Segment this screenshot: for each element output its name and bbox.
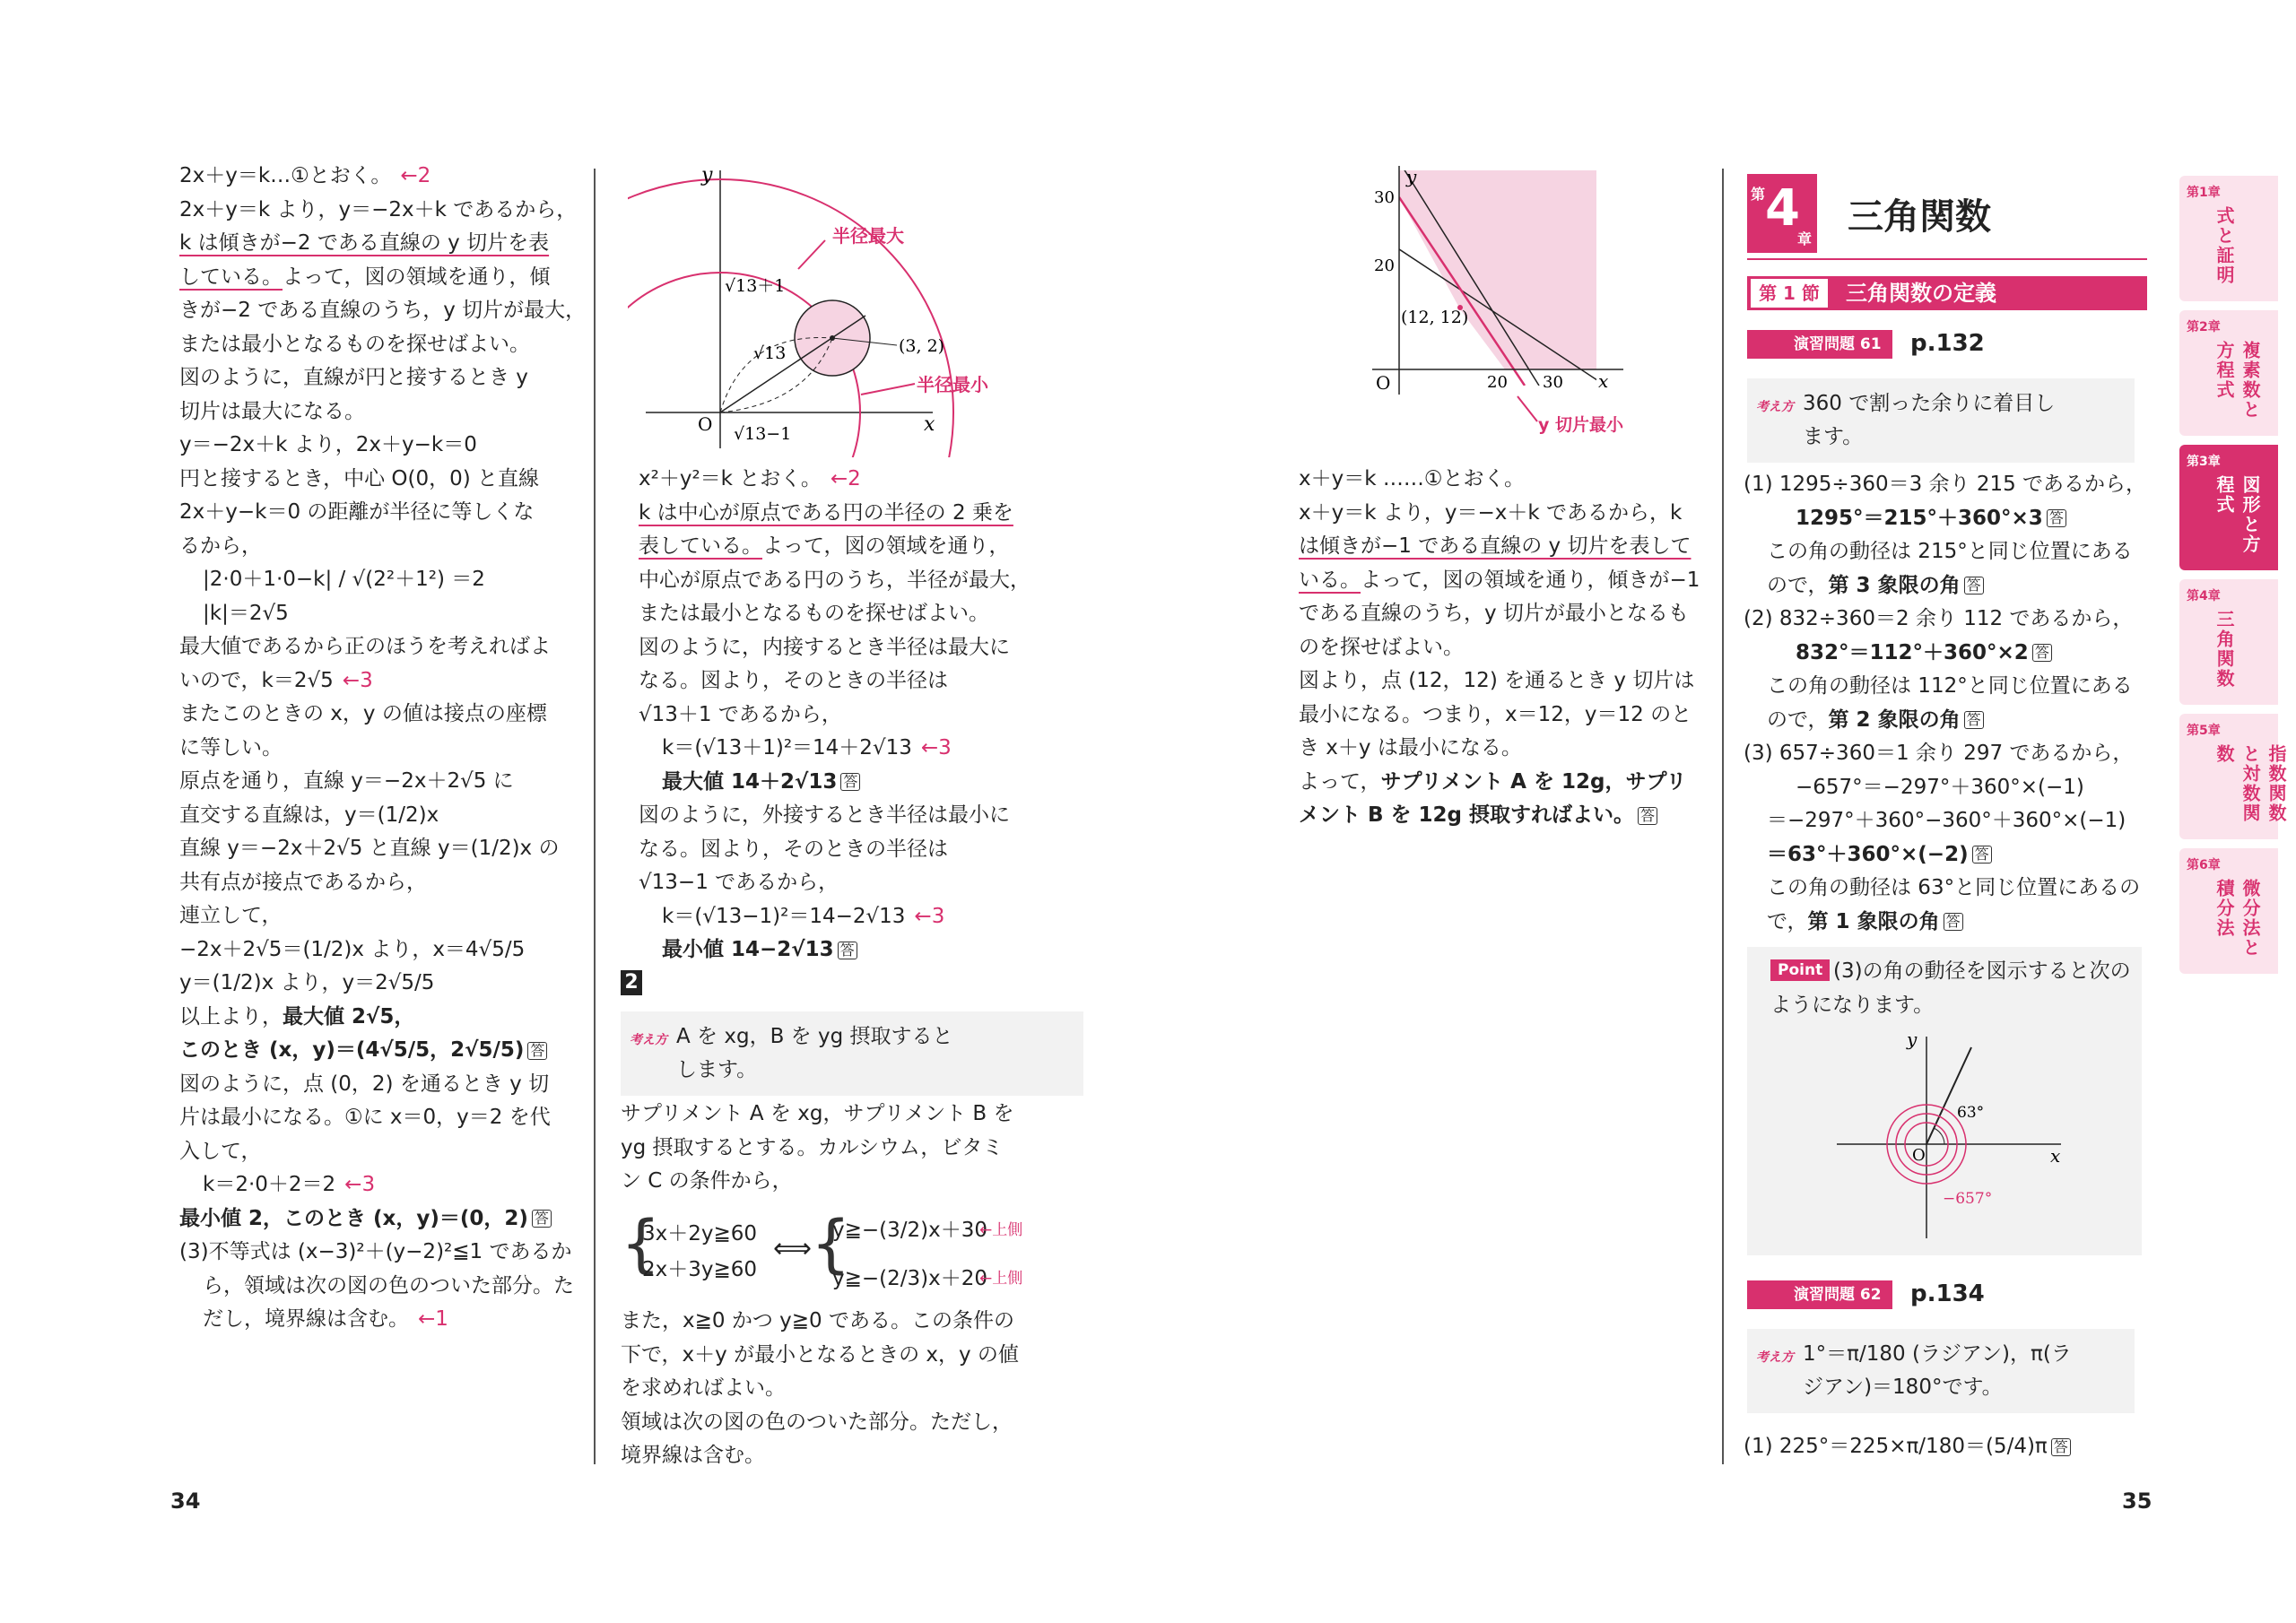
line-text: なる。図より，そのときの半径は xyxy=(639,669,948,692)
text-line xyxy=(179,832,586,866)
text-line xyxy=(639,732,1031,766)
line-tail: よって，図の領域を通り，傾きが−1 xyxy=(1361,568,1700,592)
figure-circles xyxy=(628,161,1022,457)
line-text: このとき (x，y)＝(4√5/5，2√5/5) xyxy=(179,1038,525,1062)
final-line xyxy=(1744,1429,2071,1459)
exercise-61-label: 演習問題 61 xyxy=(1747,330,1892,359)
line-text: 連立して， xyxy=(179,904,283,927)
line-text: ＝63°＋360°×(−2) xyxy=(1767,842,1969,866)
answer-mark: 答 xyxy=(2047,509,2066,527)
line-text: 832°＝112°＋360°×2 xyxy=(1796,640,2029,664)
line-text: 1295°＝215°＋360°×3 xyxy=(1796,506,2043,530)
text-line xyxy=(179,933,586,968)
text-line xyxy=(179,563,586,597)
line-text: 最大値であるから正のほうを考えればよ xyxy=(179,635,551,658)
equivalence-arrow: ⟺ xyxy=(773,1233,813,1264)
hint-box xyxy=(621,1011,1083,1096)
line-text: 図のように，直線が円と接するとき y xyxy=(179,366,528,389)
line-text: 最小値 2，このとき (x，y)＝(0，2) xyxy=(179,1206,528,1230)
line-tail: よって，図の領域を通り，傾 xyxy=(283,265,551,289)
line-text: 領域は次の図の色のついた部分。ただし， xyxy=(621,1410,1013,1434)
ineq-line: 3x＋2y≧60 xyxy=(642,1222,758,1245)
answer-mark: 答 xyxy=(840,773,860,791)
text-line xyxy=(621,1165,1014,1199)
answer-mark: 答 xyxy=(527,1042,547,1060)
tab-number: 第4章 xyxy=(2187,589,2221,603)
text-line xyxy=(179,1001,586,1035)
line-text: k は傾きが−2 である直線の y 切片を表 xyxy=(179,231,550,255)
text-line xyxy=(1299,497,1700,531)
figure-angle xyxy=(1837,1028,2106,1243)
text-line xyxy=(179,765,586,799)
exercise-62-page: p.134 xyxy=(1910,1280,1985,1307)
line-text: |k|＝2√5 xyxy=(203,601,289,625)
text-line xyxy=(179,1135,586,1169)
hint-line: します。 xyxy=(676,1058,758,1081)
tab-number: 第2章 xyxy=(2187,320,2221,334)
line-text: 直線 y＝−2x＋2√5 と直線 y＝(1/2)x の xyxy=(179,837,560,860)
line-text: 最小値 14−2√13 xyxy=(662,938,834,961)
answer-mark: 答 xyxy=(1638,807,1657,825)
chapter-tab-4[interactable] xyxy=(2179,579,2278,705)
chapter-tab-3[interactable] xyxy=(2179,445,2278,570)
ineq-line: y≧−(2/3)x＋20 xyxy=(832,1267,987,1290)
text-line xyxy=(1744,468,2146,502)
chapter-badge xyxy=(1747,174,1817,253)
line-text: この角の動径は 112°と同じ位置にある xyxy=(1767,674,2133,698)
left-column xyxy=(179,160,586,1337)
third-column xyxy=(1299,463,1700,833)
axis-y-label: y xyxy=(1406,166,1417,187)
line-text: 図のように，点 (0，2) を通るとき y 切 xyxy=(179,1072,550,1096)
answer-mark: 答 xyxy=(2051,1438,2071,1456)
text-line xyxy=(179,429,586,463)
tick-y30: 30 xyxy=(1374,188,1395,207)
origin-label: O xyxy=(698,413,713,435)
text-line xyxy=(639,833,1031,867)
section-bar xyxy=(1747,276,2147,310)
tab-title: 指数関数と対数関数 xyxy=(2213,744,2287,823)
text-line xyxy=(1299,699,1700,733)
reference-arrow: ←3 xyxy=(914,904,945,928)
label-point-12-12: (12, 12) xyxy=(1401,308,1469,327)
chapter-title: 三角関数 xyxy=(1848,196,1991,238)
line-text: を求めればよい。 xyxy=(621,1376,786,1400)
tab-number: 第3章 xyxy=(2187,455,2221,469)
line-text: ので， xyxy=(1767,573,1829,597)
tick-x20: 20 xyxy=(1487,373,1508,392)
line-bold-tail: 第 1 象限の角 xyxy=(1807,909,1940,933)
axis-x-label: x xyxy=(924,413,935,436)
line-text: k＝(√13−1)²＝14−2√13 xyxy=(662,904,906,928)
kangae-label: 考え方 xyxy=(630,1033,667,1047)
text-line xyxy=(1744,603,2146,637)
hint-line: ます。 xyxy=(1803,425,1864,448)
text-line xyxy=(639,866,1031,900)
text-line xyxy=(1744,906,2146,940)
exercise-61-page: p.132 xyxy=(1910,330,1985,357)
tab-number: 第5章 xyxy=(2187,724,2221,738)
column-divider xyxy=(1722,169,1724,1464)
ineq-line: y≧−(3/2)x＋30 xyxy=(832,1219,987,1242)
text-line xyxy=(179,194,586,228)
text-line xyxy=(639,699,1031,733)
angle-63: 63° xyxy=(1957,1104,1985,1122)
text-line xyxy=(179,967,586,1001)
line-text: している。 xyxy=(179,265,283,289)
tab-title: 複素数と方程式 xyxy=(2213,341,2261,420)
line-text: x＋y＝k ……①とおく。 xyxy=(1299,467,1526,490)
text-line xyxy=(639,631,1031,665)
line-text: k は中心が原点である円の半径の 2 乗を xyxy=(639,500,1013,525)
answer-mark: 答 xyxy=(1972,846,1992,864)
line-text: またこのときの x，y の値は接点の座標 xyxy=(179,702,547,725)
chapter-pre: 第 xyxy=(1751,186,1766,203)
text-line xyxy=(179,630,586,664)
line-text: よって， xyxy=(1299,769,1381,794)
line-text: 原点を通り，直線 y＝−2x＋2√5 に xyxy=(179,769,514,793)
text-line xyxy=(1744,502,2146,536)
tab-title: 式と証明 xyxy=(2213,206,2235,285)
text-line xyxy=(179,160,586,194)
text-line xyxy=(179,328,586,362)
label-sqrt13-plus1: √13＋1 xyxy=(725,276,786,296)
line-text: なる。図より，そのときの半径は xyxy=(639,837,948,861)
text-line xyxy=(179,261,586,295)
reference-arrow: ←3 xyxy=(920,736,952,759)
text-line xyxy=(621,1406,1019,1440)
line-text: k＝2·0＋2＝2 xyxy=(203,1173,336,1196)
tab-title: 三角関数 xyxy=(2213,610,2235,689)
line-text: x＋y＝k より，y＝−x＋k であるから，k xyxy=(1299,500,1683,525)
text-line xyxy=(639,664,1031,699)
text-line xyxy=(1299,664,1700,699)
page-number-right: 35 xyxy=(2122,1488,2152,1514)
line-text: y＝(1/2)x より，y＝2√5/5 xyxy=(179,971,435,994)
line-text: ＝−297°＋360°−360°＋360°×(−1) xyxy=(1767,809,2126,832)
column-divider xyxy=(594,169,596,1464)
text-line xyxy=(179,1270,586,1304)
text-line xyxy=(179,294,586,328)
answer-mark: 答 xyxy=(2032,644,2052,662)
point-box xyxy=(1747,947,2142,1255)
question-number: 2 xyxy=(621,970,642,995)
final-equation: (1) 225°＝225×π/180＝(5/4)π xyxy=(1744,1435,2048,1458)
text-line xyxy=(179,597,586,631)
line-text: −657°＝−297°＋360°×(−1) xyxy=(1796,775,2084,799)
text-line xyxy=(1744,838,2146,872)
text-line xyxy=(1299,463,1700,497)
chapter-tab-1[interactable] xyxy=(2179,176,2278,301)
tab-title: 図形と方程式 xyxy=(2213,475,2261,554)
text-line xyxy=(1744,804,2146,838)
line-text: 2x＋y＝k…①とおく。 xyxy=(179,164,392,187)
angle-minus-657: −657° xyxy=(1943,1190,1993,1208)
text-line xyxy=(179,530,586,564)
reference-arrow: ←2 xyxy=(830,467,861,490)
line-text: サプリメント A を xg，サプリメント B を xyxy=(621,1102,1014,1125)
line-text: (2) 832÷360＝2 余り 112 であるから， xyxy=(1744,607,2134,630)
label-radius-max: 半径最大 xyxy=(832,225,904,247)
text-line xyxy=(179,395,586,430)
section-title: 三角関数の定義 xyxy=(1846,281,1996,306)
text-line xyxy=(1744,737,2146,771)
origin-label: O xyxy=(1912,1146,1926,1165)
answer-mark: 答 xyxy=(532,1210,552,1228)
line-text: 最小になる。つまり，x＝12，y＝12 のと xyxy=(1299,702,1692,726)
line-text: 下で，x＋y が最小となるときの x，y の値 xyxy=(621,1342,1019,1367)
line-text: x²＋y²＝k とおく。 xyxy=(639,467,822,490)
text-line xyxy=(179,1101,586,1135)
text-line xyxy=(179,1068,586,1102)
line-text: yg 摂取するとする。カルシウム，ビタミ xyxy=(621,1135,1004,1159)
line-text: 入して， xyxy=(179,1139,262,1163)
line-text: 図のように，外接するとき半径は最小に xyxy=(639,803,1010,827)
note-upper: ←上側 xyxy=(979,1270,1023,1288)
line-text: (1) 1295÷360＝3 余り 215 であるから， xyxy=(1744,473,2147,496)
line-text: 片は最小になる。①に x＝0，y＝2 を代 xyxy=(179,1106,551,1129)
text-line xyxy=(1744,569,2146,603)
text-line xyxy=(621,1339,1019,1373)
text-line xyxy=(639,497,1031,531)
line-text: ので， xyxy=(1767,707,1829,732)
text-line xyxy=(179,361,586,395)
text-line xyxy=(179,799,586,833)
axis-x-label: x xyxy=(1598,370,1609,392)
line-text: 以上より， xyxy=(179,1004,283,1028)
text-line xyxy=(1744,704,2146,738)
line-text: この角の動径は 215°と同じ位置にある xyxy=(1767,540,2133,563)
line-text: いる。 xyxy=(1299,568,1361,592)
tab-title: 微分法と積分法 xyxy=(2213,879,2261,958)
line-text: 円と接するとき，中心 O(0，0) と直線 xyxy=(179,466,540,490)
text-line xyxy=(179,1202,586,1237)
label-radius-min: 半径最小 xyxy=(917,374,988,395)
text-line xyxy=(621,1439,1019,1473)
line-text: または最小となるものを探せばよい。 xyxy=(639,602,989,625)
line-text: または最小となるものを探せばよい。 xyxy=(179,332,530,356)
text-line xyxy=(179,732,586,766)
label-sqrt13-minus1: √13−1 xyxy=(734,424,792,444)
tick-y20: 20 xyxy=(1374,256,1395,275)
answer-mark: 答 xyxy=(1964,711,1984,729)
tick-x30: 30 xyxy=(1543,373,1563,392)
line-text: るから， xyxy=(179,534,262,558)
point-text-2: ようになります。 xyxy=(1770,994,1935,1017)
line-text: y＝−2x＋k より，2x＋y−k＝0 xyxy=(179,433,477,456)
line-text: また，x≧0 かつ y≧0 である。この条件の xyxy=(621,1309,1014,1332)
line-text: ン C の条件から， xyxy=(621,1169,793,1193)
text-line xyxy=(1299,564,1700,598)
line-text: 直交する直線は，y＝(1/2)x xyxy=(179,803,439,827)
chapter-tab-6[interactable] xyxy=(2179,848,2278,974)
line-text: 図より，点 (12，12) を通るとき y 切片は xyxy=(1299,669,1695,692)
text-line xyxy=(1299,631,1700,665)
text-line xyxy=(179,1168,586,1202)
line-text: この角の動径は 63°と同じ位置にあるの xyxy=(1767,876,2141,899)
text-line xyxy=(179,664,586,699)
text-line xyxy=(1299,530,1700,564)
text-line xyxy=(1299,597,1700,631)
kangae-label: 考え方 xyxy=(1756,1350,1794,1365)
answer-mark: 答 xyxy=(838,942,857,959)
text-line xyxy=(639,799,1031,833)
text-line xyxy=(621,1098,1014,1132)
axis-y-label: y xyxy=(1907,1028,1918,1050)
reference-arrow: ←2 xyxy=(400,164,431,187)
line-text: である直線のうち，y 切片が最小となるも xyxy=(1299,602,1689,625)
text-line xyxy=(639,933,1031,968)
line-text: き x＋y は最小になる。 xyxy=(1299,736,1522,759)
point-text-1: (3)の角の動径を図示すると次の xyxy=(1833,959,2131,983)
text-line xyxy=(1299,766,1700,800)
hint-line: 360 で割った余りに着目し xyxy=(1803,392,2056,415)
line-text: 表している。 xyxy=(639,534,762,558)
text-line xyxy=(179,1236,586,1270)
text-line xyxy=(639,463,1031,497)
line-text: 2x＋y−k＝0 の距離が半径に等しくな xyxy=(179,500,535,524)
kangae-label: 考え方 xyxy=(1756,400,1794,414)
middle-column-top xyxy=(639,463,1031,968)
exercise-62-label: 演習問題 62 xyxy=(1747,1280,1892,1309)
text-line xyxy=(1744,771,2146,805)
tab-number: 第1章 xyxy=(2187,186,2221,200)
line-bold-tail: サプリメント A を 12g，サプリ xyxy=(1380,769,1687,794)
line-bold-tail: 第 2 象限の角 xyxy=(1828,707,1961,732)
text-line xyxy=(621,1305,1019,1339)
line-text: √13−1 であるから， xyxy=(639,871,839,894)
reference-arrow: ←1 xyxy=(418,1307,448,1331)
line-text: は傾きが−1 である直線の y 切片を表して xyxy=(1299,534,1692,558)
line-text: 境界線は含む。 xyxy=(621,1444,765,1467)
line-text: のを探せばよい。 xyxy=(1299,635,1464,659)
reference-arrow: ←3 xyxy=(342,668,373,692)
inequality-system: { 3x＋2y≧60 2x＋3y≧60 ⟺ { y≧−(3/2)x＋30 y≧−(2/3)x＋20 ←上側 ←上側 xyxy=(621,1207,1023,1290)
text-line xyxy=(639,900,1031,934)
line-text: |2·0＋1·0−k| / √(2²＋1²) ＝2 xyxy=(203,568,485,591)
line-text: 共有点が接点であるから， xyxy=(179,870,427,894)
text-line xyxy=(179,866,586,900)
chapter-post: 章 xyxy=(1797,230,1813,247)
line-text: 中心が原点である円のうち，半径が最大， xyxy=(639,568,1031,592)
origin-label: O xyxy=(1376,372,1391,394)
text-line xyxy=(1744,535,2146,569)
middle-column-body xyxy=(621,1098,1014,1199)
line-text: に等しい。 xyxy=(179,735,283,759)
line-text: メント B を 12g 摂取すればよい。 xyxy=(1299,803,1635,827)
text-line xyxy=(179,1034,586,1068)
chapter-tab-5[interactable] xyxy=(2179,714,2287,839)
hint-line: 1°＝π/180 (ラジアン)，π(ラ xyxy=(1803,1342,2072,1366)
text-line xyxy=(639,564,1031,598)
line-text: 2x＋y＝k より，y＝−2x＋k であるから， xyxy=(179,197,578,221)
text-line xyxy=(179,698,586,732)
text-line xyxy=(1299,732,1700,766)
text-line xyxy=(1299,799,1700,833)
text-line xyxy=(621,1372,1019,1406)
chapter-number: 4 xyxy=(1765,179,1800,238)
point-label: Point xyxy=(1770,959,1830,981)
line-text: (3)不等式は (x−3)²＋(y−2)²≦1 であるか xyxy=(179,1240,572,1263)
line-text: −2x＋2√5＝(1/2)x より，x＝4√5/5 xyxy=(179,937,526,961)
figure-region xyxy=(1363,161,1632,448)
line-text: 最大値 14＋2√13 xyxy=(662,769,838,794)
line-text: 図のように，内接するとき半径は最大に xyxy=(639,635,1010,659)
reference-arrow: ←3 xyxy=(344,1173,376,1196)
chapter-tab-2[interactable] xyxy=(2179,310,2278,436)
label-center-point: (3, 2) xyxy=(899,336,945,356)
page-number-left: 34 xyxy=(170,1488,201,1514)
text-line xyxy=(639,597,1031,631)
line-text: k＝(√13＋1)²＝14＋2√13 xyxy=(662,736,912,759)
right-column xyxy=(1744,468,2146,939)
answer-mark: 答 xyxy=(1964,577,1984,595)
text-line xyxy=(1744,670,2146,704)
line-text: (3) 657÷360＝1 余り 297 であるから， xyxy=(1744,742,2134,765)
line-tail: よって，図の領域を通り， xyxy=(762,534,1010,558)
note-upper: ←上側 xyxy=(979,1221,1023,1239)
line-text: で， xyxy=(1767,909,1808,933)
ineq-line: 2x＋3y≧60 xyxy=(642,1258,758,1281)
hint-box-61 xyxy=(1747,378,2135,463)
text-line xyxy=(179,899,586,933)
line-text: だし，境界線は含む。 xyxy=(203,1307,409,1331)
hint-line: A を xg，B を yg 摂取すると xyxy=(676,1025,953,1048)
text-line xyxy=(179,463,586,497)
hint-box-62 xyxy=(1747,1329,2135,1413)
line-text: いので，k＝2√5 xyxy=(179,668,334,692)
tab-number: 第6章 xyxy=(2187,858,2221,872)
axis-x-label: x xyxy=(2050,1145,2061,1167)
middle-column-end xyxy=(621,1305,1019,1473)
label-sqrt13: √13 xyxy=(753,343,787,363)
text-line xyxy=(179,496,586,530)
text-line xyxy=(639,766,1031,800)
line-text: √13＋1 であるから， xyxy=(639,702,842,726)
line-text: ら，領域は次の図の色のついた部分。た xyxy=(203,1273,574,1298)
section-number: 第 1 節 xyxy=(1751,279,1828,308)
hint-line: ジアン)＝180°です。 xyxy=(1803,1376,2003,1399)
text-line xyxy=(621,1132,1014,1166)
line-text: 切片は最大になる。 xyxy=(179,399,365,423)
line-bold-tail: 第 3 象限の角 xyxy=(1828,573,1961,597)
text-line xyxy=(179,1303,586,1337)
text-line xyxy=(1744,872,2146,906)
answer-mark: 答 xyxy=(1944,913,1963,931)
line-text: きが−2 である直線のうち，y 切片が最大， xyxy=(179,299,587,322)
line-bold-tail: 最大値 2√5， xyxy=(283,1004,415,1028)
text-line xyxy=(1744,637,2146,671)
text-line xyxy=(179,227,586,261)
label-intercept-min: y 切片最小 xyxy=(1538,415,1624,435)
text-line xyxy=(639,530,1031,564)
axis-y-label: y xyxy=(701,164,713,187)
